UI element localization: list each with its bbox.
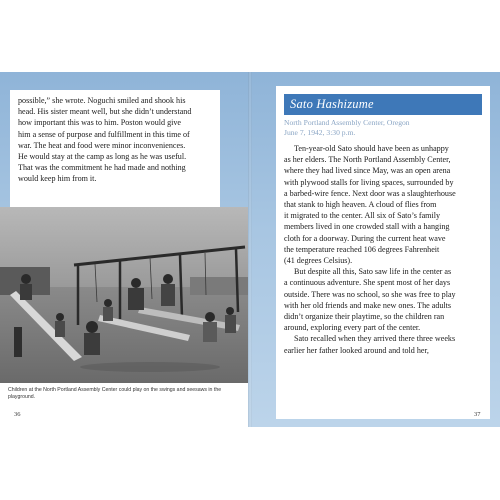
paragraph-2 [284,266,482,333]
text-line: as her elders. The North Portland Assembly Center, [284,155,451,165]
page-gutter [248,72,252,427]
location-dateline [284,118,482,138]
paragraph-3 [284,333,482,355]
left-page-body [18,95,212,185]
text-line: possible,” she wrote. Noguchi smiled and shook his [18,96,186,105]
text-line: him a sense of purpose and fulfillment in this time of [18,129,190,139]
text-line: around, exploring every part of the center. [284,323,421,333]
text-line: that stank to high heaven. A cloud of flies from [284,200,437,210]
text-line: But despite all this, Sato saw life in the center as [294,267,452,277]
text-line: where they had lived since May, was an open arena [284,166,451,176]
location-line: North Portland Assembly Center, Oregon [284,118,410,127]
text-line: outside. There was no school, so she was free to play [284,289,456,299]
text-line: it migrated to the center. All six of Sato’s family [284,211,441,221]
paragraph-1 [284,143,482,266]
book-spread [0,72,500,427]
date-line: June 7, 1942, 3:30 p.m. [284,128,356,137]
text-line: Sato recalled when they arrived there three weeks [294,334,456,344]
text-line: earlier her father looked around and told her, [284,345,429,355]
text-line: head. His sister meant well, but she didn’t understand [18,107,192,117]
photo-caption-box [0,383,248,427]
playground-photo-illustration [0,207,248,383]
text-line: That was the commitment he had made and nothing [18,163,186,173]
text-line: (41 degrees Celsius). [284,256,353,266]
text-line: Ten-year-old Sato should have been as unhappy [294,144,449,153]
text-line: how important this was to him. Poston would give [18,118,181,128]
playground-photo [0,207,248,383]
text-line: a continuous adventure. She spent most of her days [284,278,451,288]
text-line: a barbed-wire fence. Next door was a slaughterhouse [284,188,456,198]
text-line: with plywood stalls for living spaces, surrounded by [284,177,454,187]
photo-caption: Children at the North Portland Assembly Center could play on the swings and seesaws in the playground. [8,387,222,400]
left-page-text-box [10,90,220,226]
page-number-right: 37 [474,411,481,418]
text-line: He would stay at the camp as long as he was useful. [18,152,187,162]
text-line: cloth for a doorway. During the current heat wave [284,233,446,243]
right-page-body [284,143,482,356]
section-heading-bar [284,94,482,115]
section-heading: Sato Hashizume [290,97,374,111]
right-page-text-box [276,86,490,419]
page-number-left: 36 [14,411,21,418]
text-line: didn’t organize their playtime, so the children ran [284,312,445,322]
text-line: members lived in one crowded stall with a hanging [284,222,450,232]
text-line: with her old friends and make new ones. The adults [284,300,452,310]
text-line: war. The heat and food were minor inconveniences. [18,140,186,150]
text-line: the temperature reached 106 degrees Fahrenheit [284,244,440,254]
text-line: would keep him from it. [18,174,97,184]
